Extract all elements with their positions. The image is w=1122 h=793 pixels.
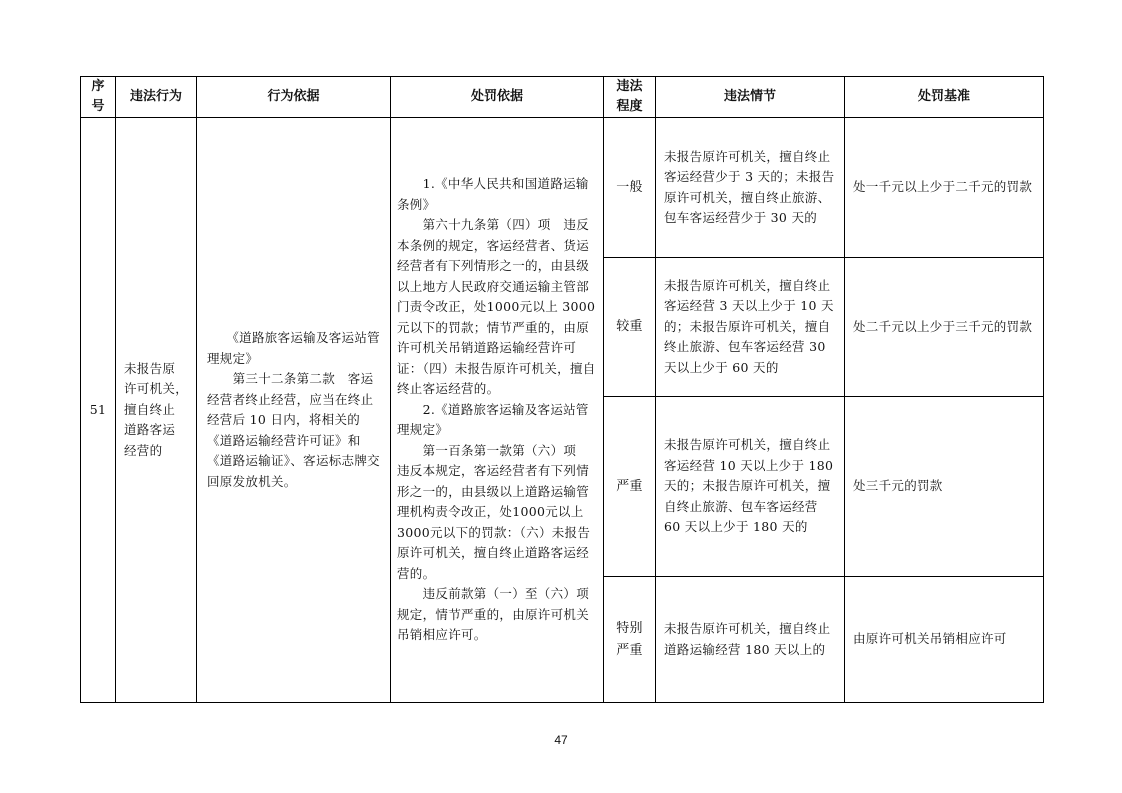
level-circumstance: 未报告原许可机关，擅自终止客运经营少于 3 天的；未报告原许可机关，擅自终止旅游、包车客运经营少于 30 天的 xyxy=(664,148,835,225)
penalty-basis-text: 1.《中华人民共和国道路运输条例》 第六十九条第（四）项 违反本条例的规定，客运经营者、货运经营者有下列情形之一的，由县级以上地方人民政府交通运输主管部门责令改正，处1000元以上 3000元以下的罚款；情节严重的，由原许可机关吊销道路运输经营许可证：（四）未报告原许可机关，擅自终止客运经营的。 2.《道路旅客运输及客运站管理规定》 第一百条第一款第（六）项 违反本规定，客运经营者有下列情形之一的，由县级以上道路运输管理机构责令改正，处1000元以上 3000元以下的罚款：（六）未报告原许可机关，擅自终止道路客运经营的。 违反前款第（一）至（六）项规定，情节严重的，由原许可机关吊销相应许可。 xyxy=(397,176,596,643)
level-degree: 严重 xyxy=(616,478,643,494)
row-seq-cell xyxy=(81,118,116,703)
level-circumstance-cell xyxy=(656,577,845,703)
level-circumstance: 未报告原许可机关，擅自终止道路运输经营 180 天以上的 xyxy=(664,621,831,657)
level-circumstance-cell xyxy=(656,397,845,577)
header-circumstances: 违法情节 xyxy=(656,77,845,118)
behavior-basis-text: 《道路旅客运输及客运站管理规定》 第三十二条第二款 客运经营者终止经营，应当在终止经营后 10 日内，将相关的《道路运输经营许可证》和《道路运输证》、客运标志牌交回原发放机关。 xyxy=(207,330,380,489)
header-severity-degree: 违法 程度 xyxy=(604,77,656,118)
level-standard-cell xyxy=(845,258,1044,397)
level-standard: 处一千元以上少于二千元的罚款 xyxy=(853,179,1033,195)
violation-cell xyxy=(116,118,197,703)
level-circumstance: 未报告原许可机关，擅自终止客运经营 3 天以上少于 10 天的；未报告原许可机关，擅自终止旅游、包车客运经营 30 天以上少于 60 天的 xyxy=(664,277,834,375)
penalty-standard-table xyxy=(80,76,1044,703)
page-number: 47 xyxy=(554,733,568,747)
violation-text: 未报告原 许可机关， 擅自终止 道路客运 经营的 xyxy=(124,360,189,458)
level-circumstance-cell xyxy=(656,258,845,397)
table-header-row xyxy=(81,77,1044,118)
level-standard: 处三千元的罚款 xyxy=(853,478,943,494)
level-degree-cell xyxy=(604,397,656,577)
header-behavior-basis: 行为依据 xyxy=(197,77,391,118)
header-seq: 序 号 xyxy=(81,77,116,118)
table-row xyxy=(81,118,1044,258)
behavior-basis-cell xyxy=(197,118,391,703)
level-circumstance: 未报告原许可机关，擅自终止客运经营 10 天以上少于 180 天的；未报告原许可机关，擅自终止旅游、包车客运经营 60 天以上少于 180 天的 xyxy=(664,437,834,535)
row-seq: 51 xyxy=(89,401,107,417)
level-degree: 特别 严重 xyxy=(616,620,643,658)
level-standard-cell xyxy=(845,118,1044,258)
level-standard: 处二千元以上少于三千元的罚款 xyxy=(853,318,1033,334)
penalty-basis-cell xyxy=(391,118,604,703)
level-degree-cell xyxy=(604,577,656,703)
level-degree-cell xyxy=(604,258,656,397)
level-standard-cell xyxy=(845,577,1044,703)
level-standard: 由原许可机关吊销相应许可 xyxy=(853,631,1007,647)
level-degree: 较重 xyxy=(616,319,643,334)
level-circumstance-cell xyxy=(656,118,845,258)
level-standard-cell xyxy=(845,397,1044,577)
header-penalty-standard: 处罚基准 xyxy=(845,77,1044,118)
header-penalty-basis: 处罚依据 xyxy=(391,77,604,118)
header-violation: 违法行为 xyxy=(116,77,197,118)
level-degree: 一般 xyxy=(616,179,643,195)
level-degree-cell xyxy=(604,118,656,258)
